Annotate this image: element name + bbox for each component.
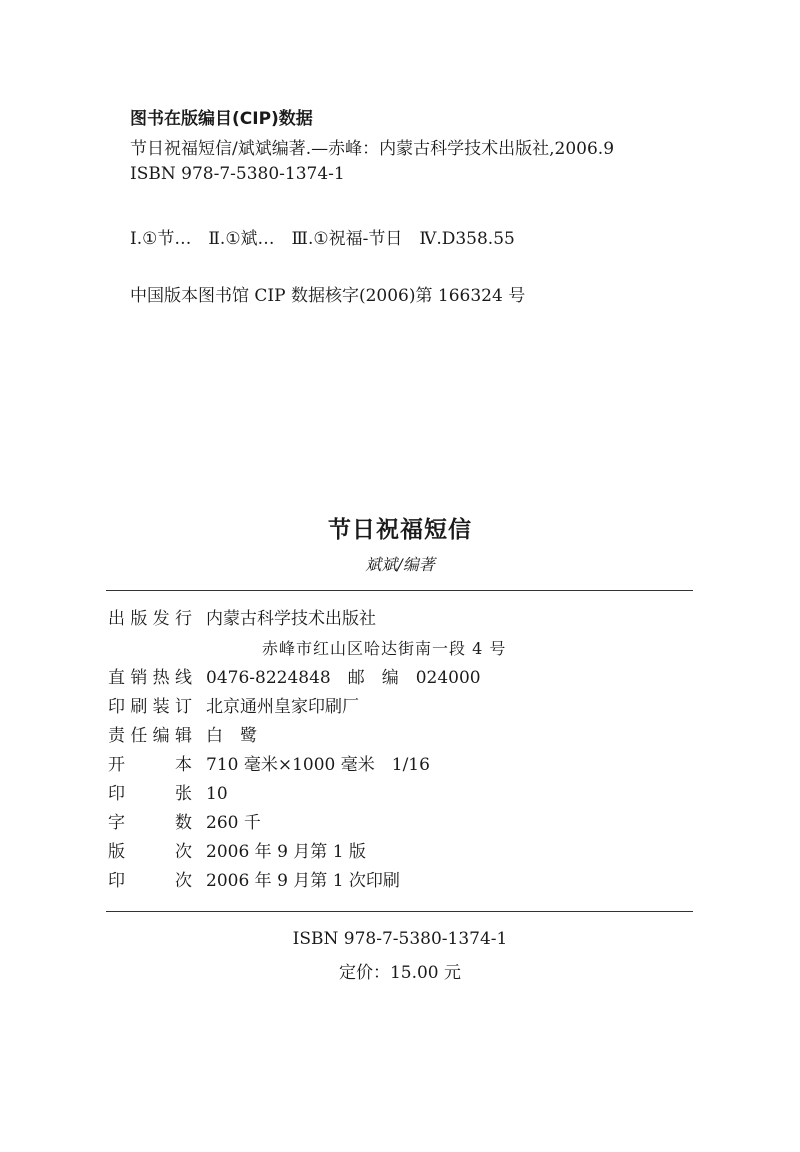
detail-label: 字数 <box>108 813 192 833</box>
footer-price: 定价：15.00 元 <box>338 963 462 983</box>
detail-value: 10 <box>206 784 228 804</box>
detail-label: 版次 <box>108 842 192 862</box>
cip-heading: 图书在版编目(CIP)数据 <box>130 109 313 129</box>
publisher-address: 赤峰市红山区哈达街南一段 4 号 <box>262 639 507 658</box>
detail-value: 710 毫米×1000 毫米 1/16 <box>206 755 430 775</box>
detail-value: 260 千 <box>206 813 261 833</box>
detail-value: 北京通州皇家印刷厂 <box>206 697 359 717</box>
detail-row-hotline <box>108 665 481 691</box>
detail-value: 0476-8224848 邮 编 024000 <box>206 668 481 688</box>
detail-row-printer <box>108 694 359 720</box>
cip-description: 节日祝福短信/斌斌编著.—赤峰：内蒙古科学技术出版社,2006.9 <box>130 139 615 159</box>
detail-label: 开本 <box>108 755 192 775</box>
detail-row-publisher <box>108 606 376 632</box>
detail-label: 印张 <box>108 784 192 804</box>
detail-label: 责任编辑 <box>108 726 192 746</box>
detail-value: 内蒙古科学技术出版社 <box>206 609 376 629</box>
top-divider <box>106 590 693 591</box>
book-author: 斌斌/编著 <box>365 555 435 574</box>
book-title: 节日祝福短信 <box>328 517 472 543</box>
detail-row-wordcount <box>108 810 261 836</box>
detail-row-editor <box>108 723 257 749</box>
detail-value: 2006 年 9 月第 1 版 <box>206 842 366 862</box>
cip-subjects: Ⅰ.①节… Ⅱ.①斌… Ⅲ.①祝福-节日 Ⅳ.D358.55 <box>130 229 515 249</box>
detail-value: 白 鹭 <box>206 726 257 746</box>
detail-label: 直销热线 <box>108 668 192 688</box>
cip-record-number: 中国版本图书馆 CIP 数据核字(2006)第 166324 号 <box>130 286 526 306</box>
detail-value: 2006 年 9 月第 1 次印刷 <box>206 871 400 891</box>
cip-isbn: ISBN 978-7-5380-1374-1 <box>130 164 345 184</box>
detail-row-sheets <box>108 781 228 807</box>
footer-isbn: ISBN 978-7-5380-1374-1 <box>292 929 508 949</box>
detail-row-printing <box>108 868 400 894</box>
detail-label: 印刷装订 <box>108 697 192 717</box>
detail-row-edition <box>108 839 366 865</box>
bottom-divider <box>106 911 693 912</box>
detail-label: 印次 <box>108 871 192 891</box>
detail-label: 出版发行 <box>108 609 192 629</box>
detail-row-format <box>108 752 430 778</box>
